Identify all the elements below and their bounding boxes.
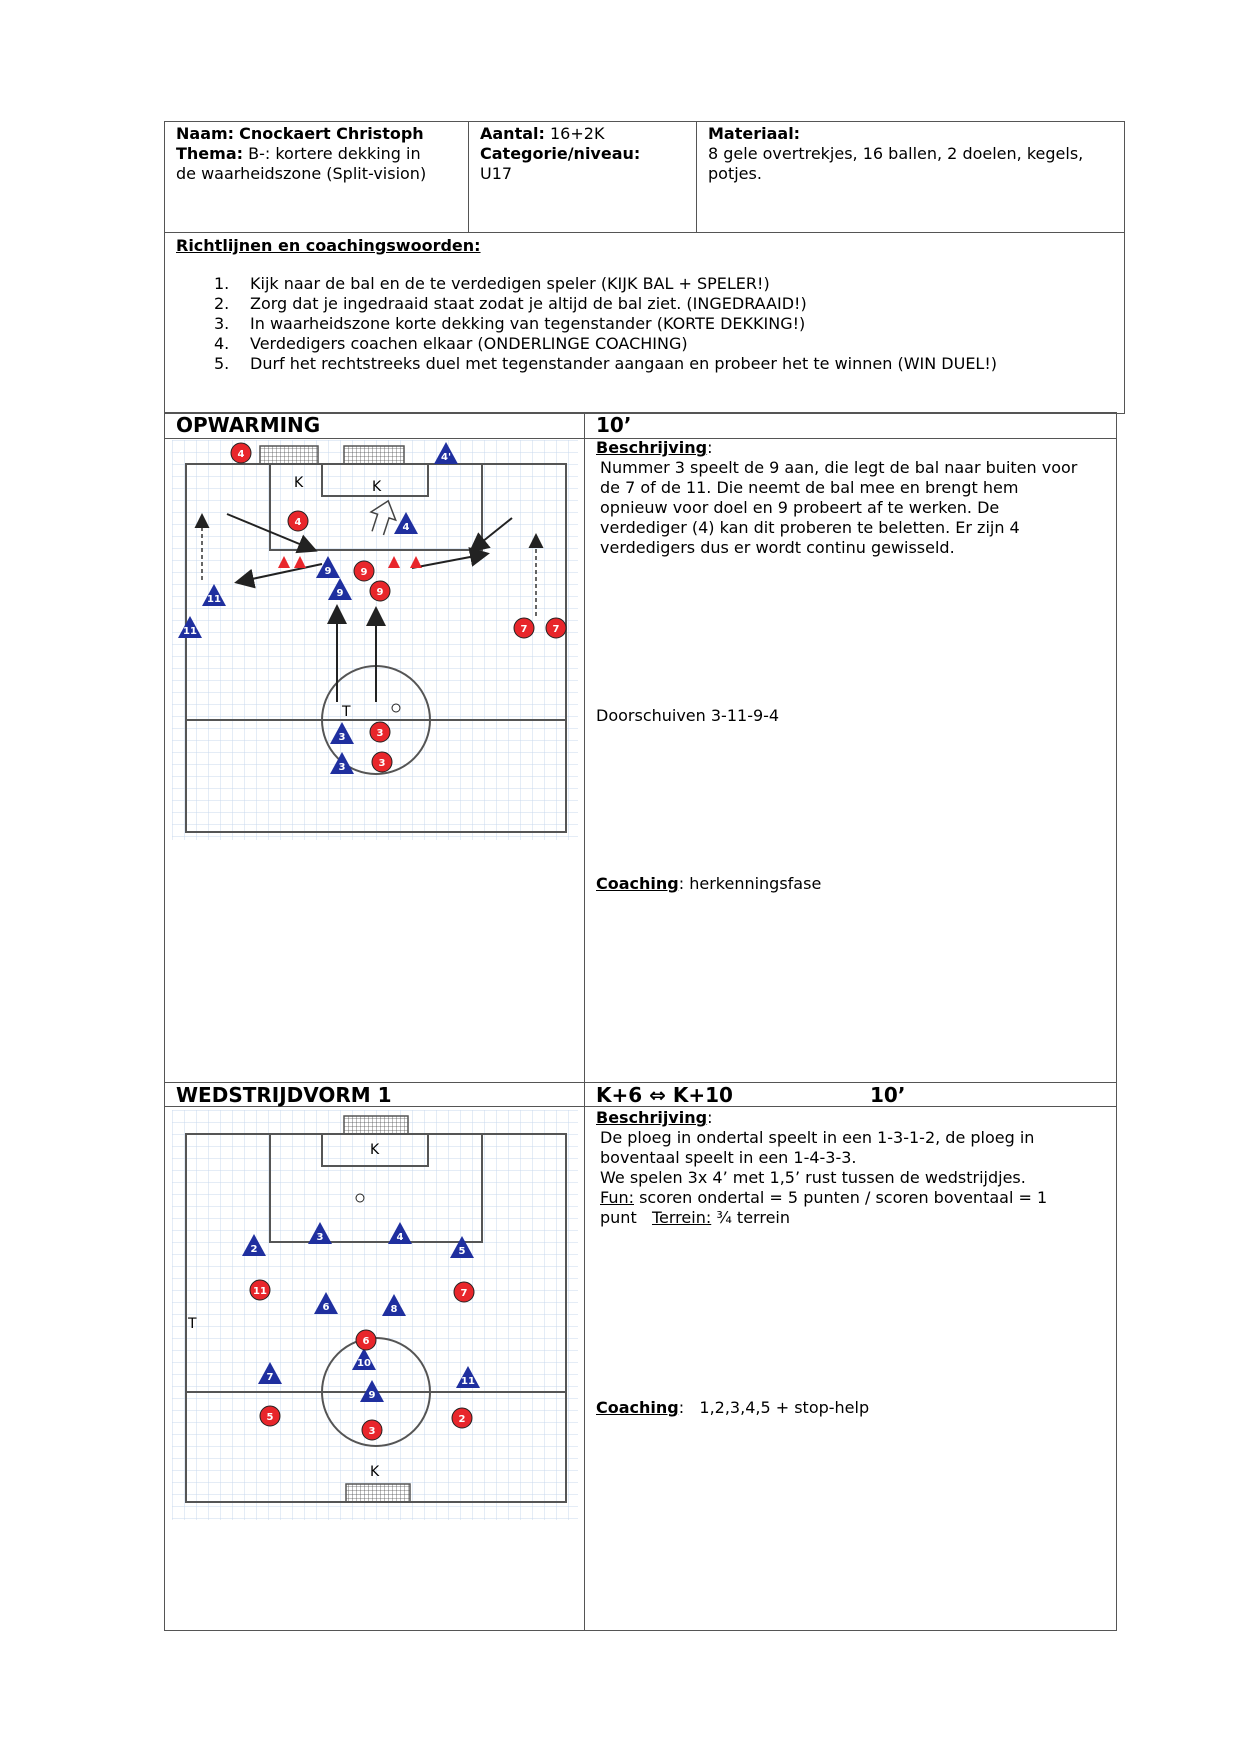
thema-value-1: B-: kortere dekking in	[248, 144, 421, 163]
goal-top	[344, 1116, 408, 1134]
svg-text:9: 9	[324, 566, 332, 577]
warmup-desc-label: Beschrijving:	[596, 438, 713, 457]
svg-text:11: 11	[183, 626, 197, 637]
svg-text:9: 9	[360, 567, 368, 578]
keeper-label: K	[372, 479, 382, 495]
header-naam	[176, 124, 424, 144]
terrein-label: Terrein:	[651, 1208, 712, 1227]
svg-text:3: 3	[316, 1232, 324, 1243]
svg-text:11: 11	[253, 1286, 267, 1297]
guideline-item: 1. Kijk naar de bal en de te verdedigen speler (KIJK BAL + SPELER!)	[214, 274, 770, 293]
match-coaching: Coaching: 1,2,3,4,5 + stop-help	[596, 1398, 870, 1417]
svg-text:2: 2	[458, 1414, 466, 1425]
warmup-title: OPWARMING	[176, 413, 321, 437]
terrein-value: ¾ terrein	[716, 1208, 790, 1227]
trainer-label: T	[188, 1316, 197, 1332]
goal-left	[260, 446, 318, 464]
svg-text:9: 9	[368, 1390, 376, 1401]
categorie-label: Categorie/niveau:	[480, 144, 641, 163]
guidelines-list	[214, 274, 997, 374]
keeper-label: K	[294, 475, 304, 491]
svg-text:7: 7	[552, 624, 560, 635]
aantal-value: 16+2K	[550, 124, 605, 143]
svg-text:5: 5	[266, 1412, 274, 1423]
aantal-label: Aantal:	[480, 124, 545, 143]
svg-text:4: 4	[396, 1232, 404, 1243]
svg-text:4: 4	[402, 522, 410, 533]
svg-text:9: 9	[336, 588, 344, 599]
svg-text:11: 11	[461, 1376, 475, 1387]
warmup-description: Nummer 3 speelt de 9 aan, die legt de bal naar buiten voor de 7 of de 11. Die neemt de bal mee en brengt hem opnieuw voor doel en 9 probeert af te werken. De verdediger (4) kan dit proberen te beletten. Er zijn 4 verdedigers dus er wordt continu gewisseld.	[600, 458, 1078, 557]
svg-text:4': 4'	[440, 452, 452, 463]
guideline-item: 2. Zorg dat je ingedraaid staat zodat je altijd de bal ziet. (INGEDRAAID!)	[214, 294, 807, 313]
svg-text:6: 6	[322, 1302, 330, 1313]
guideline-item: 3. In waarheidszone korte dekking van tegenstander (KORTE DEKKING!)	[214, 314, 806, 333]
goal-right	[344, 446, 404, 464]
match-format: K+6 ⇔ K+10	[596, 1083, 733, 1107]
header-thema	[176, 144, 421, 164]
svg-text:3: 3	[338, 762, 346, 773]
svg-text:5: 5	[458, 1246, 466, 1257]
svg-text:7: 7	[266, 1372, 274, 1383]
fun-label: Fun:	[600, 1188, 634, 1207]
warmup-duration: 10’	[596, 413, 632, 437]
header-aantal	[480, 124, 604, 144]
svg-text:3: 3	[378, 758, 386, 769]
thema-label: Thema:	[176, 144, 244, 163]
guideline-item: 4. Verdedigers coachen elkaar (ONDERLINGE COACHING)	[214, 334, 688, 353]
naam-label: Naam:	[176, 124, 235, 143]
svg-text:3: 3	[376, 728, 384, 739]
svg-text:7: 7	[460, 1288, 468, 1299]
materiaal-label: Materiaal:	[708, 124, 801, 143]
warmup-coaching: Coaching: herkenningsfase	[596, 874, 822, 893]
svg-text:9: 9	[376, 587, 384, 598]
trainer-label: T	[342, 704, 351, 720]
match-title: WEDSTRIJDVORM 1	[176, 1083, 392, 1107]
warmup-rotation: Doorschuiven 3-11-9-4	[596, 706, 780, 725]
match-desc-label: Beschrijving:	[596, 1108, 713, 1127]
svg-text:4: 4	[237, 449, 245, 460]
svg-text:2: 2	[250, 1244, 258, 1255]
categorie-value: U17	[480, 164, 513, 183]
ball-icon	[356, 1194, 364, 1202]
match-duration: 10’	[870, 1083, 906, 1107]
guidelines-title: Richtlijnen en coachingswoorden:	[176, 236, 481, 255]
svg-text:3: 3	[338, 732, 346, 743]
svg-text:10: 10	[357, 1358, 371, 1369]
naam-value: Cnockaert Christoph	[239, 124, 424, 143]
svg-text:4: 4	[294, 517, 302, 528]
guideline-item: 5. Durf het rechtstreeks duel met tegenstander aangaan en probeer het te winnen (WIN DUEL!)	[214, 354, 997, 373]
ball-icon	[392, 704, 400, 712]
materiaal-line-2: potjes.	[708, 164, 762, 183]
svg-text:11: 11	[207, 594, 221, 605]
materiaal-line-1: 8 gele overtrekjes, 16 ballen, 2 doelen, kegels,	[708, 144, 1084, 163]
svg-text:3: 3	[368, 1426, 376, 1437]
svg-text:7: 7	[520, 624, 528, 635]
goal-bottom	[346, 1484, 410, 1502]
svg-text:6: 6	[362, 1336, 370, 1347]
warmup-diagram	[172, 440, 578, 840]
match-description: De ploeg in ondertal speelt in een 1-3-1-2, de ploeg in boventaal speelt in een 1-4-3-3. We spelen 3x 4’ met 1,5’ rust tussen de wedstrijdjes. Fun: scoren ondertal = 5 punten / scoren boventaal = 1 punt Terrein: ¾ terrein	[600, 1128, 1048, 1227]
keeper-label: K	[370, 1142, 380, 1158]
thema-value-2: de waarheidszone (Split-vision)	[176, 164, 427, 183]
svg-text:8: 8	[390, 1304, 398, 1315]
match-diagram	[172, 1110, 578, 1520]
keeper-label: K	[370, 1464, 380, 1480]
fun-value: scoren ondertal = 5 punten / scoren boventaal = 1	[639, 1188, 1048, 1207]
